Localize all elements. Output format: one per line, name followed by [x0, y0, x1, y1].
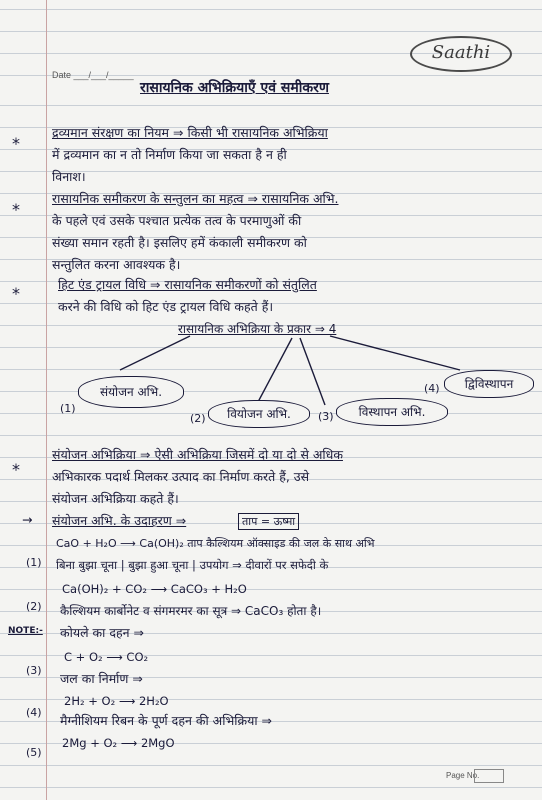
examples-heading: संयोजन अभि. के उदाहरण ⇒ [52, 513, 187, 528]
star-bullet: * [12, 200, 20, 219]
example-number: (5) [26, 746, 42, 759]
saathi-logo: Saathi [410, 36, 512, 72]
ex3-post: जल का निर्माण ⇒ [60, 671, 143, 686]
type-number: (2) [190, 412, 206, 425]
para2-line3: संख्या समान रहती है। इसलिए हमें कंकाली समीकरण को [52, 235, 307, 250]
note-label: NOTE:- [8, 626, 43, 636]
examples-tag: ताप = ऊष्मा [238, 513, 299, 530]
ex3-equation: C + O₂ ⟶ CO₂ [64, 650, 149, 664]
para2-line4: सन्तुलित करना आवश्यक है। [52, 257, 181, 272]
ex4-post: मैग्नीशियम रिबन के पूर्ण दहन की अभिक्रिया ⇒ [60, 713, 273, 728]
ex1-equation: CaO + H₂O ⟶ Ca(OH)₂ ताप कैल्शियम ऑक्साइड की जल के साथ अभि [56, 537, 375, 550]
type-cloud-decomposition: वियोजन अभि. [208, 400, 310, 428]
ex3-heading: कोयले का दहन ⇒ [60, 625, 145, 640]
ex2-line2: कैल्शियम कार्बोनेट व संगमरमर का सूत्र ⇒ CaCO₃ होता है। [60, 604, 322, 618]
type-number: (4) [424, 382, 440, 395]
ex4-equation: 2H₂ + O₂ ⟶ 2H₂O [64, 694, 169, 708]
star-bullet: * [12, 284, 20, 303]
type-cloud-double-displacement: द्विविस्थापन [444, 370, 534, 398]
para3-line1: हिट एंड ट्रायल विधि ⇒ रासायनिक समीकरणों को संतुलित [58, 277, 317, 292]
example-number: (2) [26, 600, 42, 613]
page-title: रासायनिक अभिक्रियाएँ एवं समीकरण [140, 80, 329, 96]
para1-line3: विनाश। [52, 169, 86, 184]
para4-line3: संयोजन अभिक्रिया कहते हैं। [52, 491, 179, 506]
para1-line1: द्रव्यमान संरक्षण का नियम ⇒ किसी भी रासायनिक अभिक्रिया [52, 125, 328, 140]
ex1-line2: बिना बुझा चूना | बुझा हुआ चूना | उपयोग ⇒ दीवारों पर सफेदी के [56, 558, 329, 572]
para4-line2: अभिकारक पदार्थ मिलकर उत्पाद का निर्माण करते हैं, उसे [52, 469, 310, 484]
date-field: Date ___/___/_____ [52, 70, 134, 80]
star-bullet: * [12, 134, 20, 153]
example-number: (3) [26, 664, 42, 677]
ex5-equation: 2Mg + O₂ ⟶ 2MgO [62, 736, 175, 750]
type-cloud-displacement: विस्थापन अभि. [336, 398, 448, 426]
type-number: (1) [60, 402, 76, 415]
type-number: (3) [318, 410, 334, 423]
example-number: (1) [26, 556, 42, 569]
diagram-title: रासायनिक अभिक्रिया के प्रकार ⇒ 4 [178, 322, 337, 336]
para3-line2: करने की विधि को हिट एंड ट्रायल विधि कहते हैं। [58, 299, 274, 314]
para2-line2: के पहले एवं उसके पश्चात प्रत्येक तत्व के परमाणुओं की [52, 213, 302, 228]
para4-line1: संयोजन अभिक्रिया ⇒ ऐसी अभिक्रिया जिसमें दो या दो से अधिक [52, 447, 343, 462]
page-number-box [474, 769, 504, 783]
para1-line2: में द्रव्यमान का न तो निर्माण किया जा सकता है न ही [52, 147, 287, 162]
type-cloud-combination: संयोजन अभि. [78, 376, 184, 408]
arrow-bullet: → [22, 512, 33, 527]
para2-line1: रासायनिक समीकरण के सन्तुलन का महत्व ⇒ रासायनिक अभि. [52, 191, 339, 206]
example-number: (4) [26, 706, 42, 719]
star-bullet: * [12, 460, 20, 479]
ex2-equation: Ca(OH)₂ + CO₂ ⟶ CaCO₃ + H₂O [62, 582, 247, 596]
page-number-label: Page No. [446, 771, 480, 780]
